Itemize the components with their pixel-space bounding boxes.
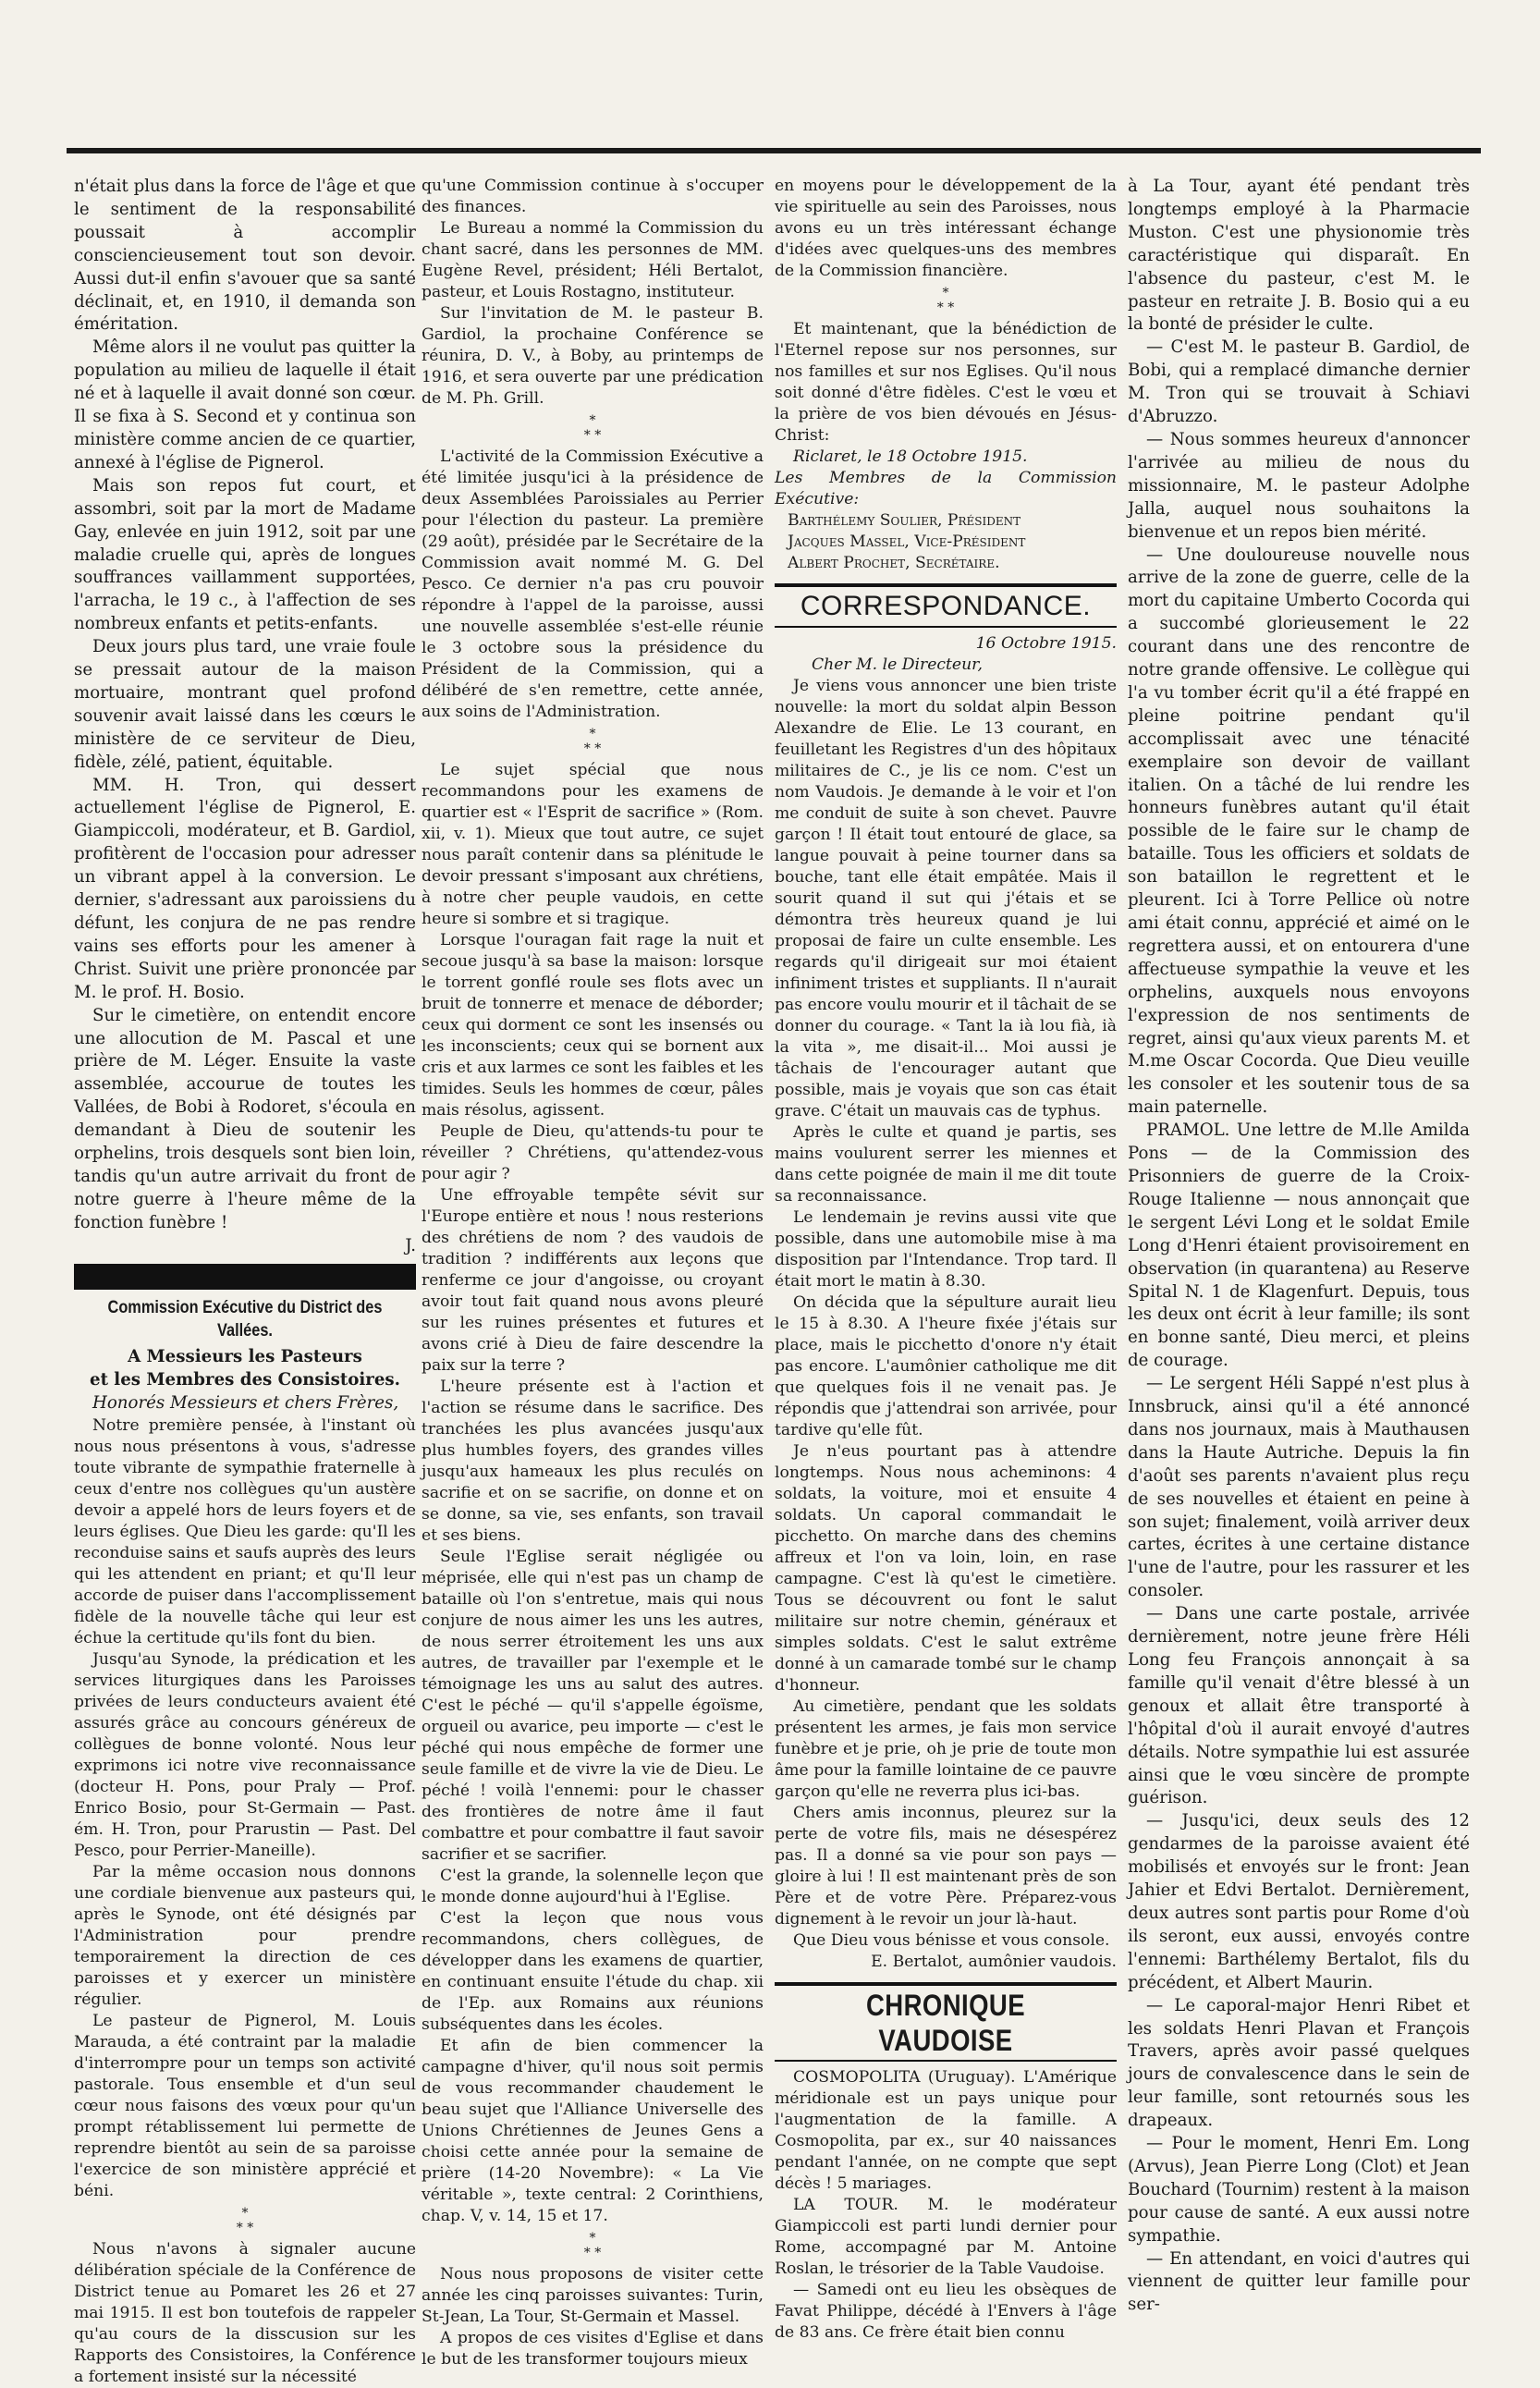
paragraph: Une effroyable tempête sévit sur l'Europe entière et nous ! nous resterions des chrétiens de nom ? des vaudois de tradition ? indifférents aux leçons que renferme ce jour d'angoisse, ou croyant avoir tout fait quand nous avons pleuré sur les ruines présentes et futures et avons crié à Dieu de faire descendre la paix sur la terre ? (422, 1186, 764, 1375)
paragraph: L'activité de la Commission Exécutive a été limitée jusqu'ici à la présidence de deux Assemblées Paroissiales au Perrier pour l'élection du pasteur. La première (29 août), présidée par le Secrétaire de la Commission avait nommé M. G. Del Pesco. Ce dernier n'a pas cru pouvoir répondre à l'appel de la paroisse, aussi une nouvelle assemblée s'est-elle réunie le 3 octobre sous la présidence du Président de la Commission, qui a délibéré de s'en remettre, cette année, aux soins de l'Administration. (422, 447, 764, 721)
paragraph: C'est la leçon que nous vous recommandons, chers collègues, de développer dans les examens de quartier, en continuant ensuite l'étude du chap. xii de l'Ep. aux Romains aux réunions subséquentes dans les écoles. (422, 1909, 764, 2034)
paragraph: Nous nous proposons de visiter cette année les cinq paroisses suivantes: Turin, St-Jean, La Tour, St-Germain et Massel. (422, 2265, 764, 2326)
asterism-divider: * * * (583, 727, 602, 756)
paragraph: PRAMOL. Une lettre de M.lle Amilda Pons — de la Commission des Prisonniers de guerre de la Croix-Rouge Italienne — nous annonçait que le sergent Lévi Long et le soldat Emile Long d'Henri étaient provisoirement en observation (in quarantena) au Reserve Spital N. 1 de Klagenfurt. Depuis, tous les deux ont écrit à leur famille; ils sont en bonne santé, Dieu merci, et pleins de courage. (1128, 1121, 1470, 1371)
address-line: A Messieurs les Pasteurs (128, 1347, 362, 1367)
paragraph: Le pasteur de Pignerol, M. Louis Marauda, a été contraint par la maladie d'interrompre pour un temps son activité pastorale. Tous ensemble et d'un seul cœur nous faisons des vœux pour qu'un prompt rétablissement lui permette de reprendre bientôt au sein de sa paroisse l'exercice de son ministère apprécié et béni. (74, 2012, 416, 2201)
paragraph: COSMOPOLITA (Uruguay). L'Amérique méridionale est un pays unique pour l'augmentation de la famille. A Cosmopolita, par ex., sur 40 naissances pendant l'année, on ne compte que sept décès ! 5 mariages. (775, 2068, 1117, 2193)
paragraph: — Pour le moment, Henri Em. Long (Arvus), Jean Pierre Long (Clot) et Jean Bouchard (Tournim) restent à la maison pour cause de santé. A eux aussi notre sympathie. (1128, 2134, 1470, 2246)
paragraph: Que Dieu vous bénisse et vous console. (793, 1931, 1110, 1950)
paragraph: Le Bureau a nommé la Commission du chant sacré, dans les personnes de MM. Eugène Revel, président; Héli Bertalot, pasteur, et Louis Rostagno, instituteur. (422, 219, 764, 301)
paragraph: qu'une Commission continue à s'occuper des finances. (422, 177, 764, 216)
paragraph: Deux jours plus tard, une vraie foule se pressait autour de la maison mortuaire, montrant quel profond souvenir avait laissé dans les cœurs le ministère de ce serviteur de Dieu, fidèle, zélé, patient, équitable. (74, 637, 416, 772)
paragraph: Après le culte et quand je partis, ses mains voulurent serrer les miennes et dans cette poignée de main il me dit toute sa reconnaissance. (775, 1123, 1117, 1206)
asterism-divider: * * * (936, 286, 955, 315)
asterism-divider: * * * (236, 2206, 254, 2236)
paragraph: — C'est M. le pasteur B. Gardiol, de Bobi, qui a remplacé dimanche dernier M. Tron qui se trouvait à Schiavi d'Abruzzo. (1128, 337, 1470, 427)
paragraph: Même alors il ne voulut pas quitter la population au milieu de laquelle il était né et à laquelle il avait donné son cœur. Il se fixa à S. Second et y continua son ministère comme ancien de ce quartier, annexé à l'église de Pignerol. (74, 337, 416, 472)
column-3 (775, 176, 1117, 2342)
paragraph: Par la même occasion nous donnons une cordiale bienvenue aux pasteurs qui, après le Synode, ont été désignés par l'Administration pour prendre temporairement la direction de ces paroisses et y exercer un ministère régulier. (74, 1863, 416, 2010)
paragraph: Et afin de bien commencer la campagne d'hiver, qu'il nous soit permis de vous recommander chaudement le beau sujet que l'Alliance Universelle des Unions Chrétiennes de Jeunes Gens a choisi cette année pour la semaine de prière (14-20 Novembre): « La Vie véritable », texte central: 2 Corinthiens, chap. V, v. 14, 15 et 17. (422, 2037, 764, 2225)
paragraph: Mais son repos fut court, et assombri, soit par la mort de Madame Gay, enlevée en juin 1912, soit par une maladie cruelle qui, après de longues souffrances vaillamment supportées, l'arracha, le 19 c., à l'affection de ses nombreux enfants et petits-enfants. (74, 475, 416, 634)
section-heading: CHRONIQUE VAUDOISE (865, 1989, 1026, 2057)
paragraph: LA TOUR. M. le modérateur Giampiccoli est parti lundi dernier pour Rome, accompagné par M. Antoine Roslan, le trésorier de la Table Vaudoise. (775, 2196, 1117, 2278)
dateline: Riclaret, le 18 Octobre 1915. (793, 447, 1028, 466)
signature: E. Bertalot, aumônier vaudois. (871, 1953, 1117, 1971)
paragraph: On décida que la sépulture aurait lieu le 15 à 8.30. A l'heure fixée j'étais sur place, mais le picchetto d'onore n'y était pas encore. L'aumônier catholique me dit que quelques fois il ne venait pas. Je répondis que j'attendrai son arrivée, pour tardive qu'elle fût. (775, 1293, 1117, 1439)
paragraph: Lorsque l'ouragan fait rage la nuit et secoue jusqu'à sa base la maison: lorsque le torrent gonflé roule ses flots avec un bruit de tonnerre et menace de déborder; ceux qui dorment ce sont les insensés ou les inconscients; ceux qui se bornent aux cris et aux larmes ce sont les faibles et les timides. Seuls les hommes de cœur, pâles mais résolus, agissent. (422, 931, 764, 1120)
paragraph: — Le sergent Héli Sappé n'est plus à Innsbruck, ainsi qu'il a été annoncé dans nos journaux, mais à Mauthausen dans la Haute Autriche. Depuis la fin d'août ses parents n'avaient plus reçu de ses nouvelles et étaient en peine à son sujet; finalement, voilà arriver deux cartes, écrites à une certaine distance l'une de l'autre, pour les rassurer et les consoler. (1128, 1374, 1470, 1601)
signatory: Barthélemy Soulier, Président (788, 511, 1021, 530)
paragraph: Peuple de Dieu, qu'attends-tu pour te réveiller ? Chrétiens, qu'attendez-vous pour agir ? (422, 1122, 764, 1183)
paragraph: Et maintenant, que la bénédiction de l'Eternel repose sur nos personnes, sur nos familles et sur nos Eglises. Qu'il nous soit donné d'être fidèles. C'est le vœu et la prière de vos bien dévoués en Jésus-Christ: (775, 320, 1117, 445)
column-1 (74, 176, 416, 2387)
paragraph: Notre première pensée, à l'instant où nous nous présentons à vous, s'adresse toute vibrante de sympathie fraternelle à ceux d'entre nos collègues qu'un austère devoir a appelé hors de leurs foyers et de leurs églises. Que Dieu les garde: qu'Il les reconduise sains et saufs auprès des leurs qui les attendent en priant; et qu'Il leur accorde de puiser dans l'accomplissement fidèle de la nouvelle tâche qui leur est échue la certitude qu'ils font du bien. (74, 1416, 416, 1648)
signature: J. (405, 1235, 416, 1255)
column-2 (422, 176, 764, 2369)
section-heading: CORRESPONDANCE. (800, 591, 1092, 621)
paragraph: — Le caporal-major Henri Ribet et les soldats Henri Plavan et François Travers, après avoir passé quelques jours de convalescence dans le sein de leur famille, sont retournés sous les drapeaux. (1128, 1995, 1470, 2131)
paragraph: n'était plus dans la force de l'âge et que le sentiment de la responsabilité poussait à accomplir consciencieusement tout son devoir. Aussi dut-il enfin s'avouer que sa santé déclinait, et, en 1910, il demanda son éméritation. (74, 177, 416, 335)
paragraph: — Samedi ont eu lieu les obsèques de Favat Philippe, décédé à l'Envers à l'âge de 83 ans. Ce frère était bien connu (775, 2281, 1117, 2342)
paragraph: — Jusqu'ici, deux seuls des 12 gendarmes de la paroisse avaient été mobilisés et envoyés sur le front: Jean Jahier et Edvi Bertalot. Dernièrement, deux autres sont partis pour Rome d'où ils seront, eux aussi, envoyés contre l'ennemi: Barthélemy Bertalot, fils du précédent, et Albert Maurin. (1128, 1811, 1470, 1992)
signatory: Jacques Massel, Vice-Président (788, 533, 1026, 551)
chronique-header (775, 1982, 1117, 2062)
paragraph: — Dans une carte postale, arrivée dernièrement, notre jeune frère Héli Long feu François annonçait à sa famille qu'il venait d'être blessé à un genoux et allait être transporté à l'hôpital d'où il aurait envoyé d'autres détails. Notre sympathie lui est assurée ainsi que le vœu sincère de prompte guérison. (1128, 1604, 1470, 1808)
paragraph: Le sujet spécial que nous recommandons pour les examens de quartier est « l'Esprit de sacrifice » (Rom. xii, v. 1). Mieux que tout autre, ce sujet nous paraît contenir dans sa plénitude le devoir pressant s'imposant aux chrétiens, à notre cher peuple vaudois, en cette heure si sombre et si tragique. (422, 761, 764, 928)
paragraph: à La Tour, ayant été pendant très longtemps employé à la Pharmacie Muston. C'est une physionomie très caractéristique qui disparaît. En l'absence du pasteur, c'est M. le pasteur en retraite J. B. Bosio qui a eu la bonté de présider le culte. (1128, 177, 1470, 335)
paragraph: Sur l'invitation de M. le pasteur B. Gardiol, la prochaine Conférence se réunira, D. V., à Boby, au printemps de 1916, et sera ouverte par une prédication de M. Ph. Grill. (422, 304, 764, 408)
paragraph: C'est la grande, la solennelle leçon que le monde donne aujourd'hui à l'Eglise. (422, 1867, 764, 1906)
paragraph: Jusqu'au Synode, la prédication et les services liturgiques dans les Paroisses privées de leurs conducteurs avaient été assurés grâce au concours généreux de collègues de bonne volonté. Nous leur exprimons ici notre vive reconnaissance (docteur H. Pons, pour Praly — Prof. Enrico Bosio, pour St-Germain — Past. ém. H. Tron, pour Prarustin — Past. Del Pesco, pour Perrier-Maneille). (74, 1650, 416, 1861)
paragraph: A propos de ces visites d'Eglise et dans le but de les transformer toujours mieux (422, 2329, 764, 2369)
paragraph: en moyens pour le développement de la vie spirituelle au sein des Paroisses, nous avons eu un très intéressant échange d'idées avec quelques-uns des membres de la Commission financière. (775, 177, 1117, 280)
paragraph: — Une douloureuse nouvelle nous arrive de la zone de guerre, celle de la mort du capitaine Umberto Cocorda qui a succombé glorieusement le 22 courant dans une des rencontre de notre grande offensive. Le collègue qui l'a vu tomber écrit qu'il a été frappé en pleine poitrine pendant qu'il accomplissait avec une ténacité exemplaire son devoir de vaillant italien. On a tâché de lui rendre les honneurs funèbres autant qu'il était possible de le faire sur le champ de bataille. Tous les officiers et soldats de son bataillon le regrettent et le pleurent. Ici à Torre Pellice où notre ami était connu, apprécié et aimé on le regrettera aussi, et on entourera d'une affectueuse sympathie la veuve et les orphelins, auxquels nous envoyons l'expression de nos sentiments de regret, ainsi qu'aux vieux parents M. et M.me Oscar Cocorda. Que Dieu veuille les consoler et les soutenir tous de sa main paternelle. (1128, 545, 1470, 1118)
signatory: Albert Prochet, Secrétaire. (788, 554, 1000, 572)
salutation: Honorés Messieurs et chers Frères, (92, 1393, 399, 1414)
top-rule (67, 148, 1481, 153)
paragraph: Le lendemain je revins aussi vite que possible, dans une automobile mise à ma disposition par l'Intendance. Trop tard. Il était mort le matin à 8.30. (775, 1208, 1117, 1291)
paragraph: — En attendant, en voici d'autres qui viennent de quitter leur famille pour ser- (1128, 2248, 1470, 2315)
paragraph: Seule l'Eglise serait négligée ou méprisée, elle qui n'est pas un champ de bataille où l'on s'entretue, mais qui nous conjure de nous aimer les uns les autres, de nous serrer étroitement les uns aux autres, de travailler par l'exemple et le témoignage les uns au salut des autres. C'est le péché — qu'il s'appelle égoïsme, orgueil ou avarice, peu importe — c'est le péché qui nous empêche de former une seule famille et de vivre la vie de Dieu. Le péché ! voilà l'ennemi: pour le chasser des frontières de notre âme il faut combattre et pour combattre il faut savoir sacrifier et se sacrifier. (422, 1548, 764, 1864)
signatories-heading: Les Membres de la Commission Exécutive: (775, 469, 1117, 508)
asterism-divider: * * * (583, 2231, 602, 2260)
paragraph: L'heure présente est à l'action et l'action se résume dans le sacrifice. Des tranchées les plus avancées jusqu'aux plus humbles foyers, des grandes villes jusqu'aux hameaux les plus reculés on sacrifie et on se sacrifie, on donne et on se donne, sa vie, ses enfants, son travail et ses biens. (422, 1378, 764, 1545)
letter-date: 16 Octobre 1915. (975, 634, 1117, 653)
paragraph: MM. H. Tron, qui dessert actuellement l'église de Pignerol, E. Giampiccoli, modérateur, et B. Gardiol, profitèrent de l'occasion pour adresser un vibrant appel à la conversion. Le dernier, s'adressant aux paroissiens du défunt, les conjura de ne pas rendre vains ses efforts pour les amener à Christ. Suivit une prière prononcée par M. le prof. H. Bosio. (74, 775, 416, 1002)
paragraph: Au cimetière, pendant que les soldats présentent les armes, je fais mon service funèbre et je prie, oh je prie de toute mon âme pour la famille lointaine de ce pauvre garçon qu'elle ne reverra plus ici-bas. (775, 1697, 1117, 1801)
section-title: Commission Exécutive du District des Vallées. (107, 1297, 383, 1341)
paragraph: Sur le cimetière, on entendit encore une allocution de M. Pascal et une prière de M. Léger. Ensuite la vaste assemblée, accourue de toutes les Vallées, de Bobi à Rodoret, s'écoula en demandant à Dieu de soutenir les orphelins, trois desquels sont bien loin, tandis qu'un autre arrivait du front de notre guerre à l'heure même de la fonction funèbre ! (74, 1005, 416, 1232)
section-divider-bar (74, 1264, 416, 1290)
paragraph: Chers amis inconnus, pleurez sur la perte de votre fils, mais ne désespérez pas. Il a donné sa vie pour son pays — gloire à lui ! Il est maintenant près de son Père et de votre Père. Préparez-vous dignement à le revoir un jour là-haut. (775, 1804, 1117, 1929)
address-line: et les Membres des Consistoires. (90, 1370, 400, 1390)
paragraph: Je n'eus pourtant pas à attendre longtemps. Nous nous acheminons: 4 soldats, la voiture, moi et ensuite 4 soldats. Un caporal commandait le picchetto. On marche dans des chemins affreux et l'on va loin, loin, en rase campagne. C'est là qu'est le cimetière. Tous se découvrent ou font le salut militaire sur notre chemin, généraux et simples soldats. C'est le salut extrême donné à un camarade tombé sur le champ d'honneur. (775, 1442, 1117, 1695)
column-4 (1128, 176, 1470, 2315)
asterism-divider: * * * (583, 413, 602, 443)
paragraph: Je viens vous annoncer une bien triste nouvelle: la mort du soldat alpin Besson Alexandre de Elie. Le 13 courant, en feuilletant les Registres d'un des hôpitaux militaires de C., je lis ce nom. C'est un nom Vaudois. Je demande à le voir et l'on me conduit de suite à son chevet. Pauvre garçon ! Il était tout entouré de glace, sa langue pouvait à peine tourner dans sa bouche, tant elle était empâtée. Mais il sourit quand il sut qui j'étais et se démontra très heureux quand je lui proposai de faire un culte ensemble. Les regards qu'il dirigeait sur moi étaient infiniment tristes et suppliants. Il n'aurait pas encore voulu mourir et il tâchait de se donner du courage. « Tant la ià lou fià, ià la vita », me disait-il... Moi aussi je tâchais de l'encourager autant que possible, mais je voyais que son cas était grave. C'était un mauvais cas de typhus. (775, 677, 1117, 1121)
paragraph: Nous n'avons à signaler aucune délibération spéciale de la Conférence de District tenue au Pomaret les 26 et 27 mai 1915. Il est bon toutefois de rappeler qu'au cours de la disscusion sur les Rapports des Consistoires, la Conférence a fortement insisté sur la nécessité (74, 2240, 416, 2387)
letter-salutation: Cher M. le Directeur, (812, 655, 983, 674)
paragraph: — Nous sommes heureux d'annoncer l'arrivée au milieu de nous du missionnaire, M. le pasteur Adolphe Jalla, auquel nous souhaitons la bienvenue et un repos bien mérité. (1128, 429, 1470, 542)
correspondance-header (775, 583, 1117, 628)
